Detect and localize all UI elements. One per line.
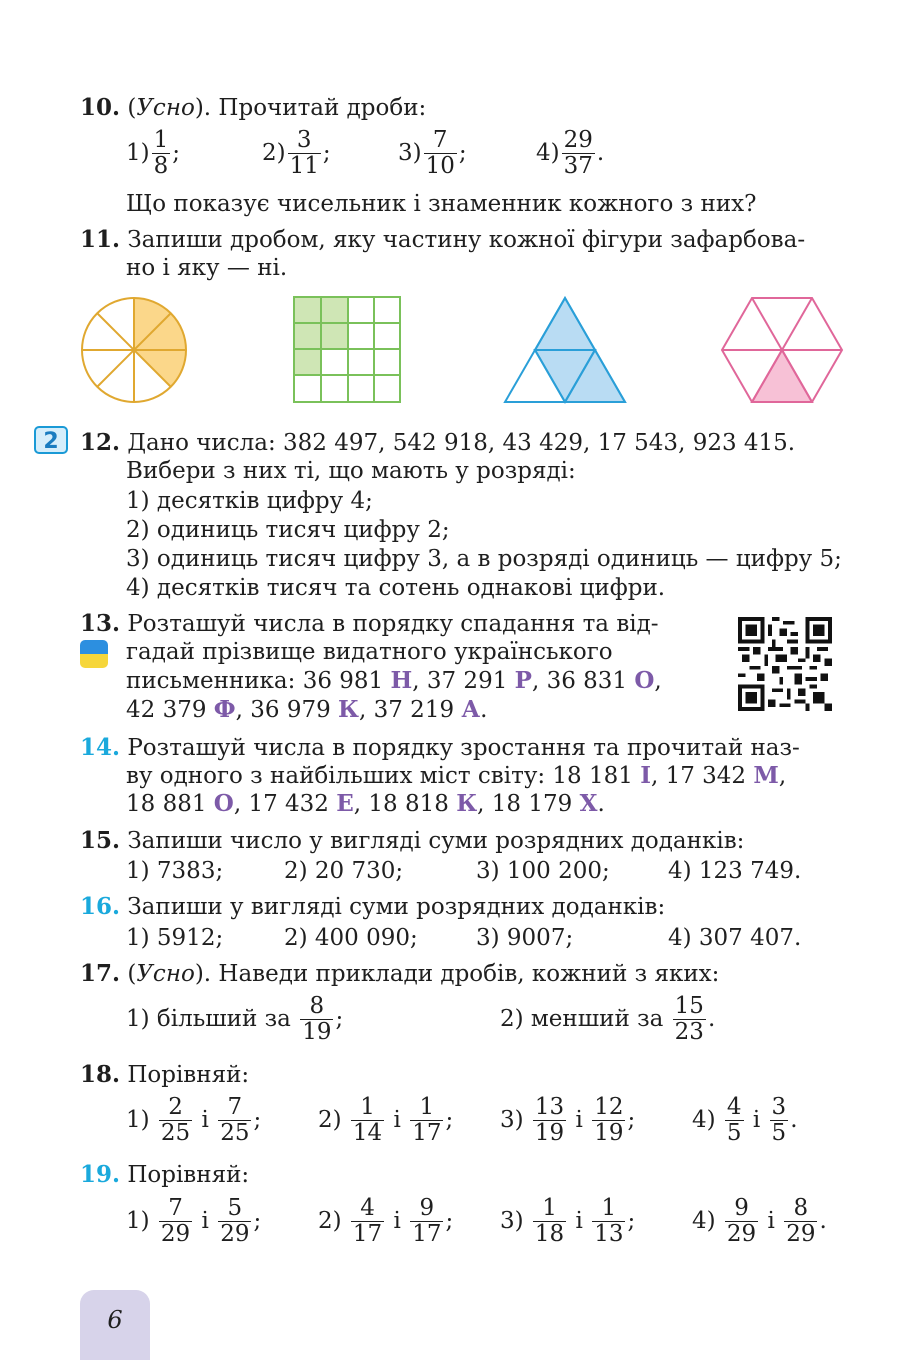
- comparison-item: 3) $\frac{1}{18}$ і $\frac{1}{13}$ ;: [500, 1195, 636, 1248]
- task-10-heading: 10. (Усно). Прочитай дроби:: [80, 94, 427, 121]
- comparison-item: 1) $\frac{2}{25}$ і $\frac{7}{25}$ ;: [126, 1094, 262, 1147]
- list-item: 1) 7383;: [126, 858, 224, 884]
- task-12-line2: Вибери з них ті, що мають у розряді:: [126, 458, 576, 484]
- comparison-item: 1) $\frac{7}{29}$ і $\frac{5}{29}$ ;: [126, 1195, 262, 1248]
- task-17-heading: 17. (Усно). Наведи приклади дробів, кожний з яких:: [80, 960, 720, 987]
- list-item: 4) 307 407.: [668, 925, 802, 951]
- figures: [0, 290, 918, 410]
- task-13-line1: 13. Розташуй числа в порядку спадання та від-: [80, 610, 659, 637]
- list-item: 1) десятків цифру 4;: [126, 488, 373, 514]
- task-13-line3: письменника: 36 981 Н, 37 291 Р, 36 831 О,: [126, 667, 662, 694]
- list-item: 3) одиниць тисяч цифру 3, а в розряді одиниць — цифру 5;: [126, 546, 842, 572]
- qr-code-icon[interactable]: [738, 617, 832, 711]
- task-13-line4: 42 379 Ф, 36 979 К, 37 219 А.: [126, 696, 488, 723]
- task-18-comparisons: [126, 1095, 798, 1147]
- list-item: 3) 9007;: [476, 925, 574, 951]
- list-item: 2) одиниць тисяч цифру 2;: [126, 517, 450, 543]
- list-item: 2) 400 090;: [284, 925, 418, 951]
- task-10-fractions: [126, 128, 604, 180]
- page-number-tab: [80, 1290, 150, 1360]
- comparison-item: 4) $\frac{9}{29}$ і $\frac{8}{29}$ .: [692, 1195, 827, 1248]
- fraction-item: 3) $\frac{7}{10}$ ;: [398, 127, 467, 180]
- task-14-line3: 18 881 О, 17 432 Е, 18 818 К, 18 179 Х.: [126, 790, 605, 817]
- comparison-item: 4) $\frac{4}{5}$ і $\frac{3}{5}$ .: [692, 1094, 798, 1147]
- task-14-line1: 14. Розташуй числа в порядку зростання та прочитай наз-: [80, 734, 800, 761]
- list-item: 2) 20 730;: [284, 858, 404, 884]
- task-13-line2: гадай прізвище видатного українського: [126, 639, 613, 665]
- list-item: 1) 5912;: [126, 925, 224, 951]
- task-11-line1: 11. Запиши дробом, яку частину кожної фігури зафарбова-: [80, 226, 806, 253]
- task-number: 10.: [80, 94, 121, 121]
- list-item: 4) 123 749.: [668, 858, 802, 884]
- fraction-item: 1) $\frac{1}{8}$ ;: [126, 127, 180, 180]
- task-14-line2: ву одного з найбільших міст світу: 18 181 І, 17 342 М,: [126, 762, 787, 789]
- task-15-line1: 15. Запиши число у вигляді суми розрядних доданків:: [80, 827, 745, 854]
- grid-figure: [294, 297, 400, 402]
- list-item: 4) десятків тисяч та сотень однакові цифри.: [126, 575, 666, 601]
- triangle-figure: [505, 298, 625, 402]
- page-number: 6: [107, 1306, 123, 1334]
- comparison-item: 3) $\frac{13}{19}$ і $\frac{12}{19}$ ;: [500, 1094, 636, 1147]
- comparison-item: 2) $\frac{4}{17}$ і $\frac{9}{17}$ ;: [318, 1195, 454, 1248]
- task-10-question: Що показує чисельник і знаменник кожного з них?: [126, 191, 757, 217]
- task-17-item-1: 1) більший за $\frac{8}{19}$ ;: [126, 993, 344, 1046]
- task-17-item-2: 2) менший за $\frac{15}{23}$ .: [500, 993, 716, 1046]
- comparison-item: 2) $\frac{1}{14}$ і $\frac{1}{17}$ ;: [318, 1094, 454, 1147]
- ukraine-flag-icon: [80, 640, 108, 668]
- task-11-line2: но і яку — ні.: [126, 255, 288, 281]
- task-16-line1: 16. Запиши у вигляді суми розрядних доданків:: [80, 893, 666, 920]
- fraction-item: 4) $\frac{29}{37}$ .: [536, 127, 605, 180]
- task-18-heading: 18. Порівняй:: [80, 1061, 250, 1088]
- hexagon-figure: [722, 298, 842, 402]
- fraction-item: 2) $\frac{3}{11}$ ;: [262, 127, 331, 180]
- list-item: 3) 100 200;: [476, 858, 610, 884]
- level-badge: 2: [34, 426, 68, 454]
- task-12-line1: 12. Дано числа: 382 497, 542 918, 43 429, 17 543, 923 415.: [80, 429, 796, 456]
- task-19-comparisons: [126, 1196, 827, 1248]
- circle-figure: [82, 298, 186, 402]
- task-19-heading: 19. Порівняй:: [80, 1161, 250, 1188]
